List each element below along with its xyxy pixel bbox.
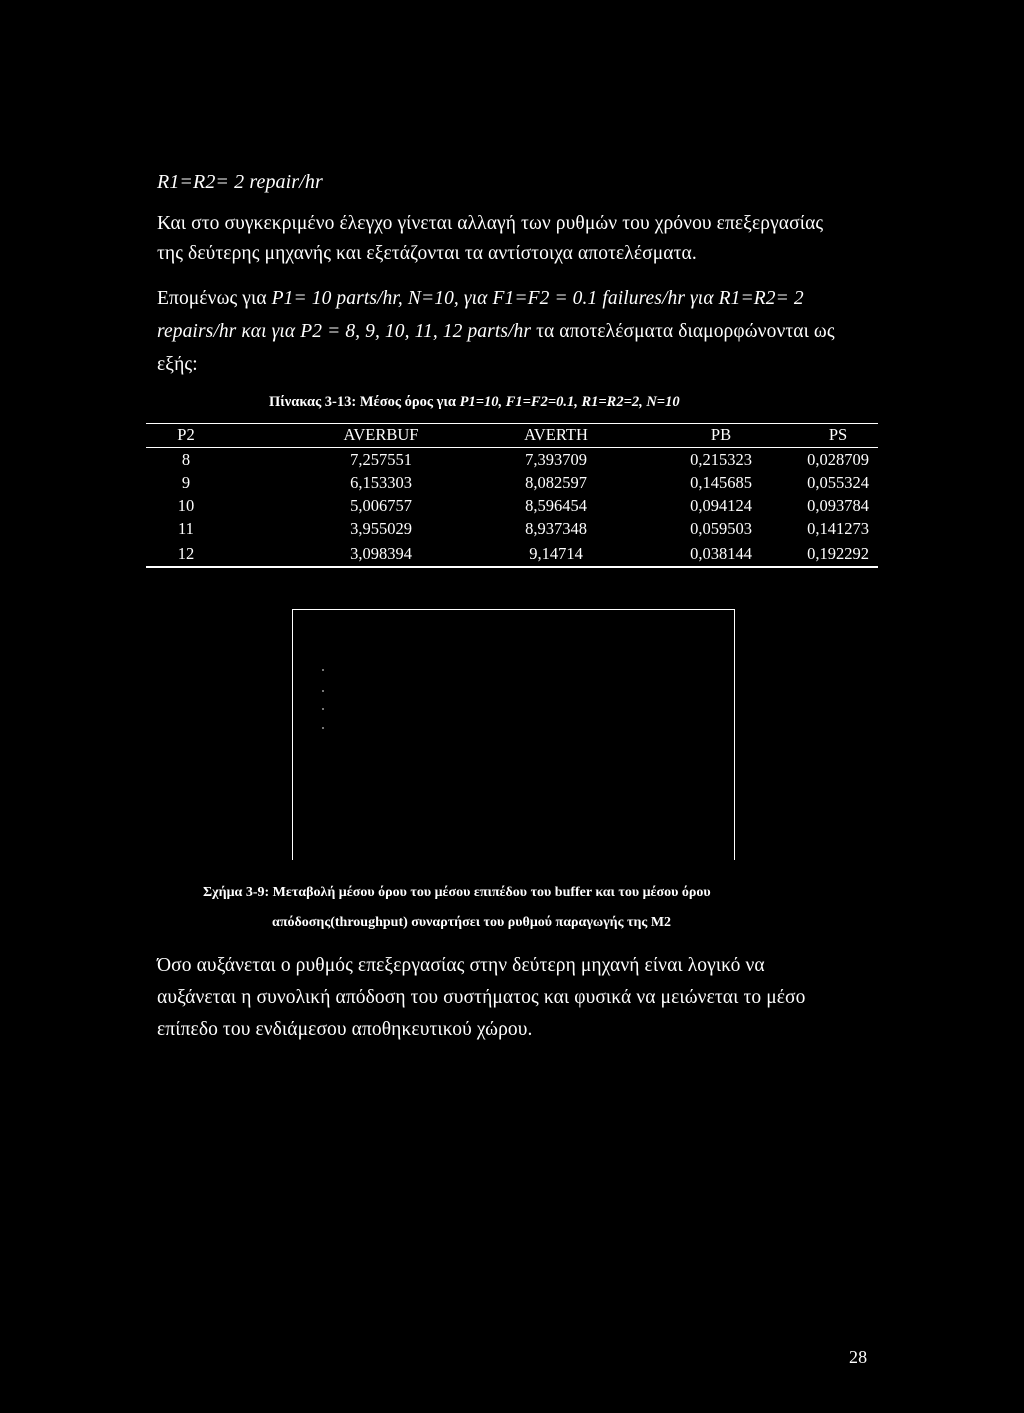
table-row [146, 518, 878, 540]
table-cell: 8,937348 [525, 519, 587, 538]
section-heading: R1=R2= 2 repair/hr [157, 171, 323, 193]
paragraph-1-line-2: της δεύτερης μηχανής και εξετάζονται τα αντίστοιχα αποτελέσματα. [157, 243, 697, 264]
table-caption-label: Πίνακας 3-13: Μέσος όρος για [269, 394, 460, 410]
paragraph-3-line-1: Όσο αυξάνεται ο ρυθμός επεξεργασίας στην δεύτερη μηχανή είναι λογικό να [157, 955, 765, 976]
table-bottom-rule [146, 566, 878, 568]
table-cell: 0,215323 [690, 450, 752, 469]
table-row [146, 449, 878, 471]
table-header-cell: AVERBUF [343, 425, 419, 444]
table-cell: 5,006757 [350, 496, 412, 515]
paragraph-3-line-2: αυξάνεται η συνολική απόδοση του συστήματος και φυσικά να μειώνεται το μέσο [157, 987, 806, 1008]
figure-caption-line-2: απόδοσης(throughput) συναρτήσει του ρυθμού παραγωγής της M2 [272, 915, 672, 930]
figure-frame-left-edge [292, 610, 293, 860]
table-cell: 0,038144 [690, 544, 752, 563]
paragraph-1-line-1: Και στο συγκεκριμένο έλεγχο γίνεται αλλαγή των ρυθμών του χρόνου επεξεργασίας [157, 213, 824, 234]
table-cell: 0,094124 [690, 496, 752, 515]
paragraph-2-line-2-suffix: τα αποτελέσματα διαμορφώνονται ως [531, 321, 835, 342]
table-caption-params: P1=10, F1=F2=0.1, R1=R2=2, N=10 [459, 394, 680, 410]
table-cell: 0,028709 [807, 450, 869, 469]
table-cell: 7,257551 [350, 450, 412, 469]
table-row [146, 495, 878, 517]
paragraph-3-line-3: επίπεδο του ενδιάμεσου αποθηκευτικού χώρου. [157, 1019, 533, 1040]
table-header-cell: PB [710, 425, 732, 444]
figure-speck [322, 669, 324, 671]
table-cell: 7,393709 [525, 450, 587, 469]
table-caption [269, 395, 680, 410]
figure-speck [322, 708, 324, 710]
paragraph-2-line-3: εξής: [157, 354, 198, 375]
table-cell: 0,059503 [690, 519, 752, 538]
paragraph-2-line-1 [157, 289, 804, 309]
table-cell: 3,098394 [350, 544, 412, 563]
page-number: 28 [849, 1347, 868, 1367]
table-header-cell: AVERTH [524, 425, 588, 444]
table-row [146, 472, 878, 494]
figure-frame-right-edge [734, 610, 735, 860]
table-cell: 0,093784 [807, 496, 869, 515]
figure-frame [292, 609, 735, 860]
table-cell: 8 [181, 450, 191, 469]
table-cell: 6,153303 [350, 473, 412, 492]
table-cell: 9,14714 [529, 544, 583, 563]
table-row [146, 543, 878, 565]
paragraph-2-line-1-prefix: Επομένως για [157, 288, 272, 309]
table-cell: 10 [177, 496, 195, 515]
table-header-row [146, 424, 878, 446]
table-cell: 8,596454 [525, 496, 587, 515]
table-cell: 3,955029 [350, 519, 412, 538]
table-header-cell: PS [828, 425, 848, 444]
table-cell: 0,145685 [690, 473, 752, 492]
paragraph-2-line-1-params: P1= 10 parts/hr, N=10, για F1=F2 = 0.1 failures/hr για R1=R2= 2 [271, 288, 804, 309]
paragraph-2-line-2-params: repairs/hr και για P2 = 8, 9, 10, 11, 12 parts/hr [157, 321, 532, 342]
paragraph-2-line-2 [157, 322, 835, 342]
table-cell: 9 [181, 473, 191, 492]
table-cell: 0,141273 [807, 519, 869, 538]
figure-speck [322, 690, 324, 692]
table-header-cell: P2 [177, 425, 195, 444]
table-cell: 12 [177, 544, 195, 563]
figure-speck [322, 727, 324, 729]
table-cell: 11 [178, 519, 194, 538]
table-cell: 0,192292 [807, 544, 869, 563]
table-cell: 0,055324 [807, 473, 869, 492]
figure-caption-line-1: Σχήμα 3-9: Μεταβολή μέσου όρου του μέσου επιπέδου του buffer και του μέσου όρου [203, 885, 711, 900]
table-cell: 8,082597 [525, 473, 587, 492]
table-header-rule [146, 447, 878, 448]
